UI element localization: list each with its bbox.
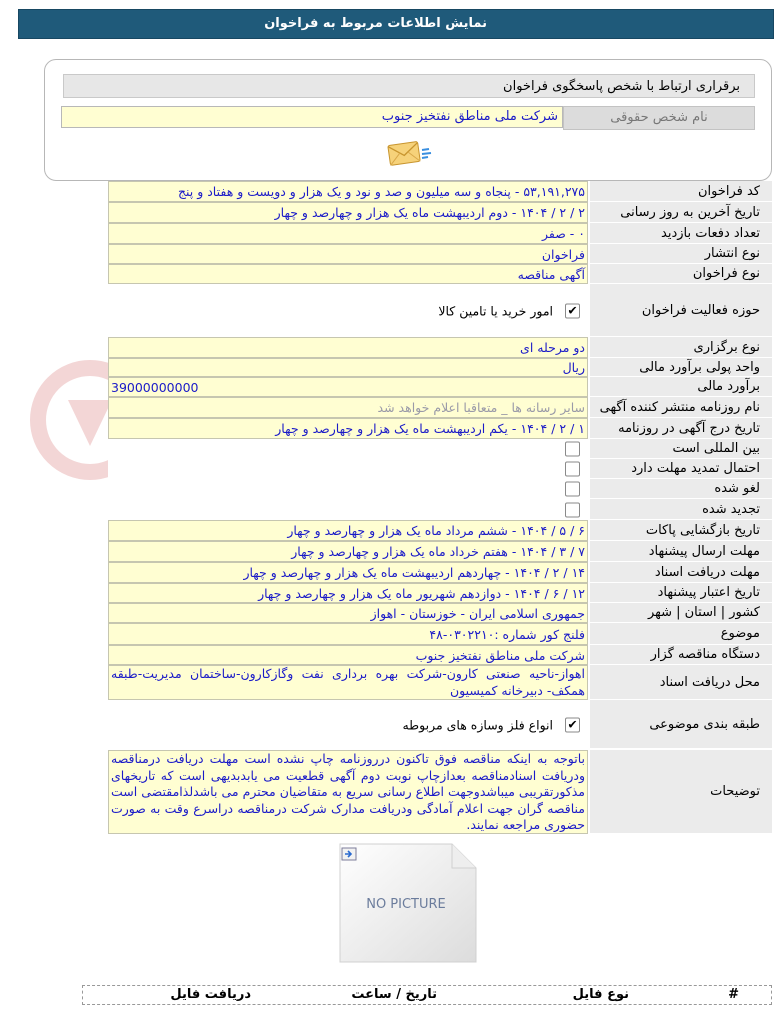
row-activity-area — [108, 284, 772, 337]
envelope-icon[interactable] — [385, 138, 433, 168]
subject-value: فلنج کور شماره :۰۳۰۲۲۱۰-۴۸ — [108, 623, 588, 645]
contact-heading: برقراری ارتباط با شخص پاسخگوی فراخوان — [503, 79, 740, 94]
row-newspaper — [108, 397, 772, 418]
legal-person-label: نام شخص حقوقی — [563, 106, 755, 130]
location-value: جمهوری اسلامی ایران - خوزستان - اهواز — [108, 603, 588, 623]
call-type-label: نوع فراخوان — [590, 264, 772, 284]
legal-person-value: شرکت ملی مناطق نفتخیز جنوب — [61, 106, 563, 128]
row-subject — [108, 623, 772, 645]
currency-label: واحد پولی برآورد مالی — [590, 358, 772, 377]
row-proposal-deadline — [108, 541, 772, 562]
extension-label: احتمال تمدید مهلت دارد — [590, 459, 772, 479]
newspaper-date-label: تاریخ درج آگهی در روزنامه — [590, 418, 772, 439]
row-organizer — [108, 645, 772, 665]
proposal-deadline-label: مهلت ارسال پیشنهاد — [590, 541, 772, 562]
row-call-type — [108, 264, 772, 284]
description-value: باتوجه به اینکه مناقصه فوق تاکنون درروزنامه چاپ نشده است مهلت دریافت درمناقصه ودریافت اسنادمناقصه بعدازچاپ نوبت دوم آگهی قطعیت می یابدبدیهی است که تاریخهای مذکورتقریبی میباشدوجهت اطلاع رسانی سریع به متقاضیان محترم می باشدلذامقتضی است مناقصه گران جهت اعلام آمادگی ودریافت مدارک شرکت درمناقصه دراسرع وقت به صورت حضوری مراجعه نمایند. — [108, 750, 588, 834]
page-header-bar — [18, 9, 774, 39]
call-type-value: آگهی مناقصه — [108, 264, 588, 284]
activity-area-checkbox[interactable]: ✔ — [565, 303, 580, 318]
international-label: بین المللی است — [590, 439, 772, 459]
row-envelope-open — [108, 520, 772, 541]
holding-type-value: دو مرحله ای — [108, 337, 588, 358]
no-picture-image — [336, 842, 478, 966]
cancelled-label: لغو شده — [590, 479, 772, 499]
activity-area-checkbox-label: امور خرید یا تامین کالا — [438, 303, 553, 318]
validity-value: ۱۲ / ۶ / ۱۴۰۴ - دوازدهم شهریور ماه یک هزار و چهارصد و چهار — [108, 583, 588, 603]
visits-value: ۰ - صفر — [108, 223, 588, 244]
newspaper-value: سایر رسانه ها _ متعاقبا اعلام خواهد شد — [108, 397, 588, 418]
organizer-label: دستگاه مناقصه گزار — [590, 645, 772, 665]
row-cancelled — [108, 479, 772, 499]
files-table-header — [82, 985, 772, 1005]
row-international — [108, 439, 772, 459]
row-call-code — [108, 181, 772, 202]
files-col-type: نوع فایل — [572, 987, 629, 1002]
last-update-label: تاریخ آخرین به روز رسانی — [590, 202, 772, 223]
row-category — [108, 700, 772, 749]
doc-place-label: محل دریافت اسناد — [590, 665, 772, 700]
activity-area-value — [108, 284, 588, 337]
row-validity — [108, 583, 772, 603]
proposal-deadline-value: ۷ / ۳ / ۱۴۰۴ - هفتم خرداد ماه یک هزار و چهارصد و چهار — [108, 541, 588, 562]
doc-place-value: اهواز-ناحیه صنعتی کارون-شرکت بهره برداری نفت وگازکارون-ساختمان مدیریت-طبقه همکف- دبیرخانه کمیسیون — [108, 665, 588, 700]
row-doc-place — [108, 665, 772, 700]
contact-panel — [44, 59, 772, 181]
extension-checkbox[interactable] — [565, 462, 580, 477]
row-holding-type — [108, 337, 772, 358]
files-col-index: # — [728, 987, 739, 1002]
row-extension — [108, 459, 772, 479]
category-checkbox[interactable]: ✔ — [565, 717, 580, 732]
estimate-label: برآورد مالی — [590, 377, 772, 397]
envelope-open-value: ۶ / ۵ / ۱۴۰۴ - ششم مرداد ماه یک هزار و چهارصد و چهار — [108, 520, 588, 541]
description-label: توضیحات — [590, 750, 772, 834]
visits-label: تعداد دفعات بازدید — [590, 223, 772, 244]
newspaper-date-value: ۱ / ۲ / ۱۴۰۴ - یکم اردیبهشت ماه یک هزار و چهارصد و چهار — [108, 418, 588, 439]
doc-deadline-value: ۱۴ / ۲ / ۱۴۰۴ - چهاردهم اردیبهشت ماه یک هزار و چهارصد و چهار — [108, 562, 588, 583]
validity-label: تاریخ اعتبار پیشنهاد — [590, 583, 772, 603]
publish-type-value: فراخوان — [108, 244, 588, 264]
doc-deadline-label: مهلت دریافت اسناد — [590, 562, 772, 583]
last-update-value: ۲ / ۲ / ۱۴۰۴ - دوم اردیبهشت ماه یک هزار و چهارصد و چهار — [108, 202, 588, 223]
row-visits — [108, 223, 772, 244]
call-code-value: ۵۳,۱۹۱,۲۷۵ - پنجاه و سه میلیون و صد و نود و یک هزار و دویست و هفتاد و پنج — [108, 181, 588, 202]
publish-type-label: نوع انتشار — [590, 244, 772, 264]
call-code-label: کد فراخوان — [590, 181, 772, 202]
page-title: نمایش اطلاعات مربوط به فراخوان — [264, 16, 487, 31]
organizer-value: شرکت ملی مناطق نفتخیز جنوب — [108, 645, 588, 665]
category-value — [108, 700, 588, 749]
row-last-update — [108, 202, 772, 223]
row-location — [108, 603, 772, 623]
renewed-label: تجدید شده — [590, 499, 772, 520]
cancelled-checkbox[interactable] — [565, 482, 580, 497]
row-description — [108, 750, 772, 834]
row-renewed — [108, 499, 772, 520]
currency-value: ریال — [108, 358, 588, 377]
location-label: کشور | استان | شهر — [590, 603, 772, 623]
subject-label: موضوع — [590, 623, 772, 645]
contact-heading-bar[interactable] — [63, 74, 755, 98]
renewed-checkbox[interactable] — [565, 502, 580, 517]
estimate-value: 39000000000 — [108, 377, 588, 397]
international-checkbox[interactable] — [565, 442, 580, 457]
activity-area-label: حوزه فعالیت فراخوان — [590, 284, 772, 337]
category-checkbox-label: انواع فلز وسازه های مربوطه — [402, 717, 553, 732]
newspaper-label: نام روزنامه منتشر کننده آگهی — [590, 397, 772, 418]
files-col-download: دریافت فایل — [170, 987, 251, 1002]
category-label: طبقه بندی موضوعی — [590, 700, 772, 749]
row-newspaper-date — [108, 418, 772, 439]
row-currency — [108, 358, 772, 377]
row-publish-type — [108, 244, 772, 264]
no-picture-text: NO PICTURE — [366, 897, 446, 912]
row-estimate — [108, 377, 772, 397]
envelope-open-label: تاریخ بازگشایی پاکات — [590, 520, 772, 541]
row-doc-deadline — [108, 562, 772, 583]
holding-type-label: نوع برگزاری — [590, 337, 772, 358]
files-col-datetime: تاریخ / ساعت — [351, 987, 437, 1002]
